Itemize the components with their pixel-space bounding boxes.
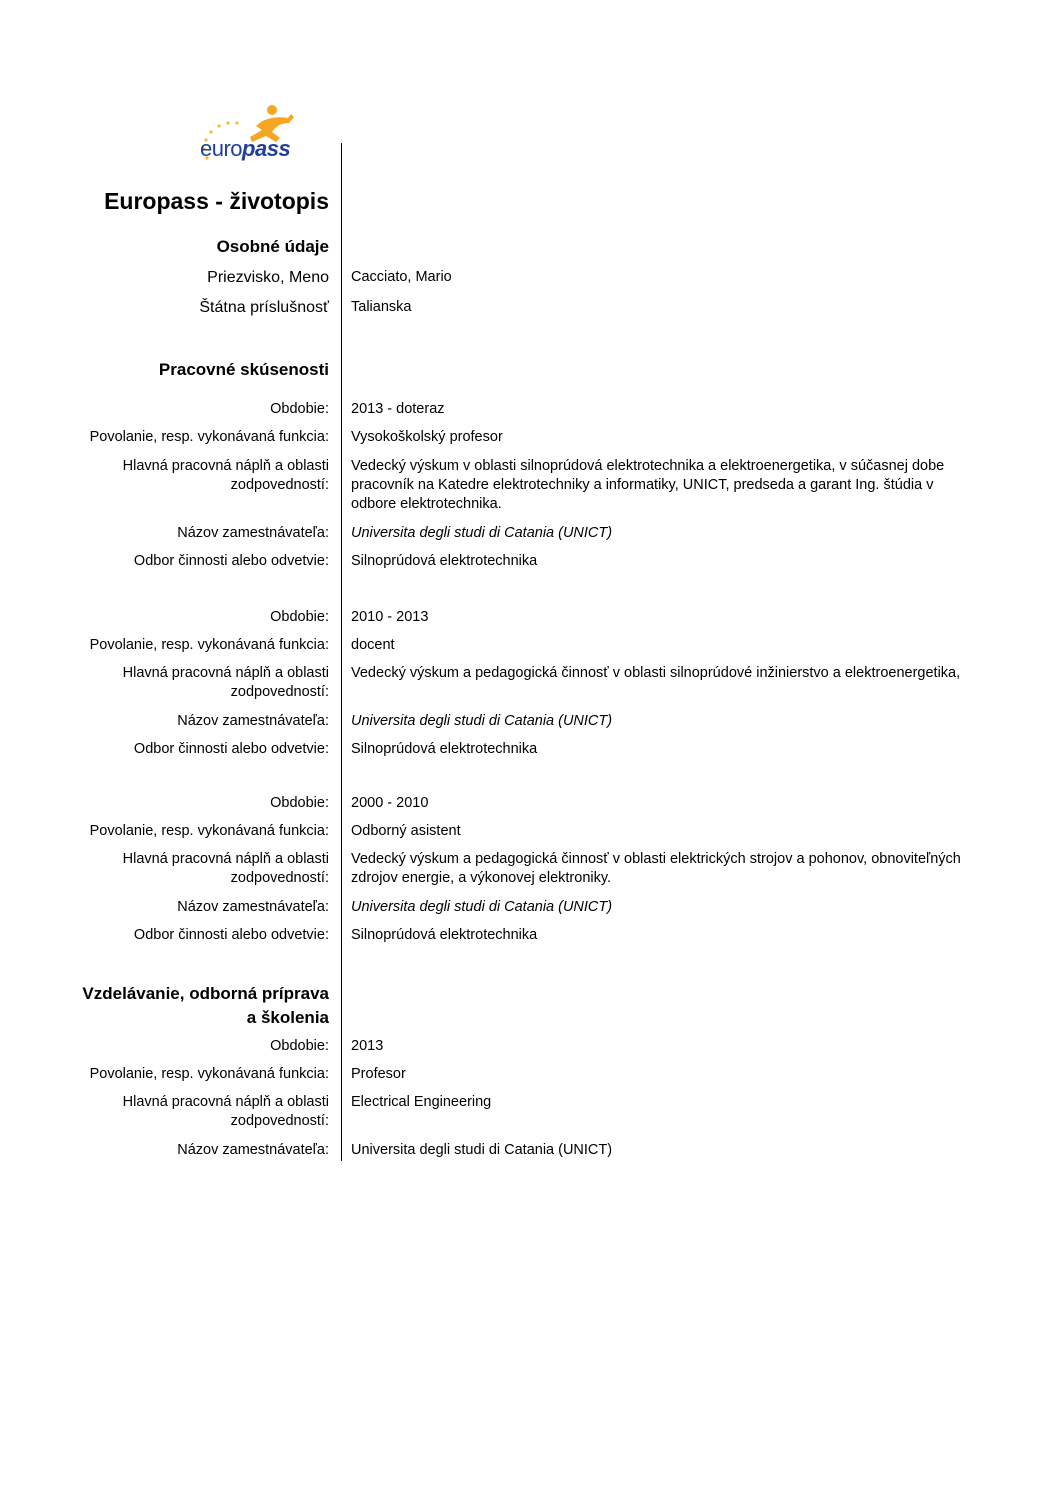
- value-employer: Universita degli studi di Catania (UNICT): [351, 525, 613, 541]
- label-period: Obdobie:: [270, 1038, 329, 1054]
- label-duties: Hlavná pracovná náplň a oblasti zodpovedností:: [122, 665, 329, 700]
- value-name: Cacciato, Mario: [351, 269, 452, 285]
- value-nationality: Talianska: [351, 299, 412, 315]
- value-employer: Universita degli studi di Catania (UNICT): [351, 713, 613, 729]
- value-sector: Silnoprúdová elektrotechnika: [351, 927, 538, 943]
- section-heading-work: Pracovné skúsenosti: [158, 360, 329, 379]
- value-duties: Vedecký výskum a pedagogická činnosť v oblasti elektrických strojov a pohonov, obnoviteľných zdrojov energie, a výkonovej elektroniky.: [351, 851, 961, 886]
- value-position: docent: [351, 637, 395, 653]
- section-heading-personal: Osobné údaje: [216, 237, 329, 256]
- section-heading-education: Vzdelávanie, odborná príprava a školenia: [82, 984, 329, 1027]
- label-sector: Odbor činnosti alebo odvetvie:: [133, 741, 329, 757]
- value-position: Profesor: [351, 1066, 406, 1082]
- value-employer: Universita degli studi di Catania (UNICT): [351, 899, 613, 915]
- label-position: Povolanie, resp. vykonávaná funkcia:: [89, 1066, 329, 1082]
- label-nationality: Štátna príslušnosť: [199, 299, 329, 316]
- logo-wordmark: europass: [200, 136, 291, 161]
- label-period: Obdobie:: [270, 609, 329, 625]
- label-duties: Hlavná pracovná náplň a oblasti zodpovedností:: [122, 851, 329, 886]
- value-duties: Vedecký výskum v oblasti silnoprúdová elektrotechnika a elektroenergetika, v súčasnej dobe pracovník na Katedre elektrotechniky a informatiky, UNICT, predseda a garant Ing. štúdia v odbore elektrotechnika.: [351, 458, 945, 512]
- label-sector: Odbor činnosti alebo odvetvie:: [133, 927, 329, 943]
- label-employer: Názov zamestnávateľa:: [177, 1142, 329, 1158]
- label-period: Obdobie:: [270, 401, 329, 417]
- value-sector: Silnoprúdová elektrotechnika: [351, 553, 538, 569]
- label-duties: Hlavná pracovná náplň a oblasti zodpovedností:: [122, 458, 329, 493]
- value-duties: Electrical Engineering: [351, 1094, 492, 1110]
- value-period: 2013: [351, 1038, 384, 1054]
- label-employer: Názov zamestnávateľa:: [177, 525, 329, 541]
- value-period: 2013 - doteraz: [351, 401, 445, 417]
- label-duties: Hlavná pracovná náplň a oblasti zodpovedností:: [122, 1094, 329, 1129]
- column-divider: [341, 143, 342, 1161]
- value-position: Odborný asistent: [351, 823, 461, 839]
- label-sector: Odbor činnosti alebo odvetvie:: [133, 553, 329, 569]
- value-sector: Silnoprúdová elektrotechnika: [351, 741, 538, 757]
- label-position: Povolanie, resp. vykonávaná funkcia:: [89, 637, 329, 653]
- label-name: Priezvisko, Meno: [207, 269, 329, 286]
- value-duties: Vedecký výskum a pedagogická činnosť v oblasti silnoprúdové inžinierstvo a elektroenergetika,: [351, 665, 961, 681]
- value-employer: Universita degli studi di Catania (UNICT): [351, 1142, 613, 1158]
- value-position: Vysokoškolský profesor: [351, 429, 503, 445]
- label-employer: Názov zamestnávateľa:: [177, 899, 329, 915]
- value-period: 2000 - 2010: [351, 795, 429, 811]
- value-period: 2010 - 2013: [351, 609, 429, 625]
- label-employer: Názov zamestnávateľa:: [177, 713, 329, 729]
- label-period: Obdobie:: [270, 795, 329, 811]
- label-position: Povolanie, resp. vykonávaná funkcia:: [89, 823, 329, 839]
- label-position: Povolanie, resp. vykonávaná funkcia:: [89, 429, 329, 445]
- document-title: Europass - životopis: [104, 188, 329, 214]
